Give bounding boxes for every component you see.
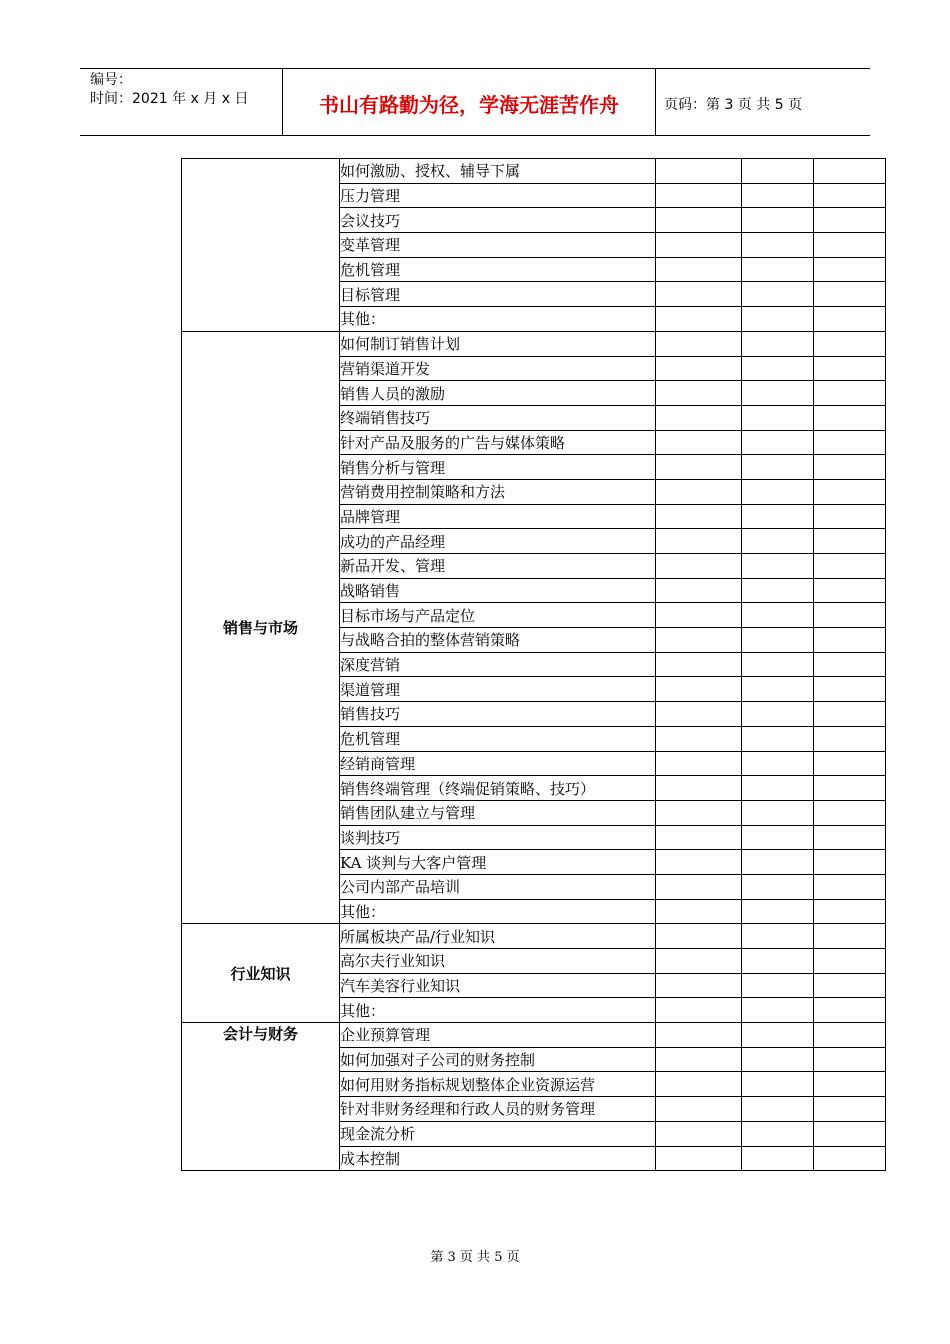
blank-cell[interactable] [656, 405, 742, 430]
blank-cell[interactable] [742, 159, 814, 184]
blank-cell[interactable] [814, 1072, 886, 1097]
blank-cell[interactable] [656, 233, 742, 258]
item-cell: 如何制订销售计划 [340, 331, 656, 356]
blank-cell[interactable] [742, 949, 814, 974]
item-cell: 如何用财务指标规划整体企业资源运营 [340, 1072, 656, 1097]
blank-cell[interactable] [814, 529, 886, 554]
blank-cell[interactable] [814, 504, 886, 529]
blank-cell[interactable] [742, 331, 814, 356]
blank-cell[interactable] [656, 282, 742, 307]
blank-cell[interactable] [742, 677, 814, 702]
blank-cell[interactable] [656, 726, 742, 751]
blank-cell[interactable] [742, 603, 814, 628]
item-cell: 销售人员的激励 [340, 381, 656, 406]
blank-cell[interactable] [656, 430, 742, 455]
item-cell: KA 谈判与大客户管理 [340, 850, 656, 875]
blank-cell[interactable] [656, 381, 742, 406]
blank-cell[interactable] [656, 578, 742, 603]
page-footer: 第 3 页 共 5 页 [430, 1250, 520, 1265]
blank-cell[interactable] [814, 578, 886, 603]
blank-cell[interactable] [656, 874, 742, 899]
blank-cell[interactable] [742, 233, 814, 258]
blank-cell[interactable] [656, 751, 742, 776]
blank-cell[interactable] [742, 257, 814, 282]
item-cell: 汽车美容行业知识 [340, 973, 656, 998]
blank-cell[interactable] [814, 159, 886, 184]
blank-cell[interactable] [656, 504, 742, 529]
category-cell [182, 159, 340, 332]
blank-cell[interactable] [656, 331, 742, 356]
item-cell: 会议技巧 [340, 208, 656, 233]
header-page-info: 页码：第 3 页 共 5 页 [664, 97, 803, 113]
blank-cell[interactable] [656, 257, 742, 282]
item-cell: 战略销售 [340, 578, 656, 603]
blank-cell[interactable] [814, 208, 886, 233]
item-cell: 营销渠道开发 [340, 356, 656, 381]
blank-cell[interactable] [814, 1146, 886, 1171]
item-cell: 品牌管理 [340, 504, 656, 529]
blank-cell[interactable] [814, 307, 886, 332]
item-cell: 所属板块产品/行业知识 [340, 924, 656, 949]
table-row [182, 331, 886, 356]
blank-cell[interactable] [742, 504, 814, 529]
blank-cell[interactable] [656, 356, 742, 381]
blank-cell[interactable] [814, 1097, 886, 1122]
item-cell: 现金流分析 [340, 1121, 656, 1146]
blank-cell[interactable] [742, 628, 814, 653]
blank-cell[interactable] [656, 998, 742, 1023]
blank-cell[interactable] [742, 1023, 814, 1048]
blank-cell[interactable] [742, 208, 814, 233]
blank-cell[interactable] [814, 233, 886, 258]
blank-cell[interactable] [742, 529, 814, 554]
blank-cell[interactable] [814, 455, 886, 480]
blank-cell[interactable] [656, 455, 742, 480]
blank-cell[interactable] [742, 1072, 814, 1097]
blank-cell[interactable] [814, 973, 886, 998]
blank-cell[interactable] [814, 1023, 886, 1048]
item-cell: 危机管理 [340, 257, 656, 282]
blank-cell[interactable] [814, 702, 886, 727]
item-cell: 目标市场与产品定位 [340, 603, 656, 628]
blank-cell[interactable] [742, 1047, 814, 1072]
blank-cell[interactable] [742, 1097, 814, 1122]
item-cell: 公司内部产品培训 [340, 874, 656, 899]
blank-cell[interactable] [742, 800, 814, 825]
blank-cell[interactable] [656, 628, 742, 653]
item-cell: 其他： [340, 307, 656, 332]
blank-cell[interactable] [814, 899, 886, 924]
category-cell: 会计与财务 [182, 1023, 340, 1171]
blank-cell[interactable] [742, 430, 814, 455]
item-cell: 高尔夫行业知识 [340, 949, 656, 974]
time-label: 时间：2021 年 x 月 x 日 [90, 91, 249, 107]
blank-cell[interactable] [656, 825, 742, 850]
item-cell: 其他： [340, 899, 656, 924]
blank-cell[interactable] [814, 998, 886, 1023]
blank-cell[interactable] [814, 949, 886, 974]
item-cell: 谈判技巧 [340, 825, 656, 850]
blank-cell[interactable] [814, 677, 886, 702]
blank-cell[interactable] [814, 825, 886, 850]
blank-cell[interactable] [742, 652, 814, 677]
blank-cell[interactable] [656, 1146, 742, 1171]
blank-cell[interactable] [814, 257, 886, 282]
table-row [182, 924, 886, 949]
item-cell: 营销费用控制策略和方法 [340, 479, 656, 504]
blank-cell[interactable] [742, 356, 814, 381]
item-cell: 危机管理 [340, 726, 656, 751]
blank-cell[interactable] [742, 405, 814, 430]
item-cell: 深度营销 [340, 652, 656, 677]
blank-cell[interactable] [656, 652, 742, 677]
blank-cell[interactable] [742, 479, 814, 504]
item-cell: 经销商管理 [340, 751, 656, 776]
blank-cell[interactable] [656, 800, 742, 825]
blank-cell[interactable] [814, 751, 886, 776]
blank-cell[interactable] [742, 751, 814, 776]
blank-cell[interactable] [656, 183, 742, 208]
blank-cell[interactable] [656, 677, 742, 702]
blank-cell[interactable] [814, 652, 886, 677]
blank-cell[interactable] [814, 628, 886, 653]
blank-cell[interactable] [742, 183, 814, 208]
header-meta [90, 71, 248, 109]
blank-cell[interactable] [742, 776, 814, 801]
blank-cell[interactable] [814, 282, 886, 307]
blank-cell[interactable] [656, 307, 742, 332]
blank-cell[interactable] [742, 998, 814, 1023]
item-cell: 销售技巧 [340, 702, 656, 727]
blank-cell[interactable] [656, 949, 742, 974]
blank-cell[interactable] [742, 554, 814, 579]
code-label: 编号： [90, 72, 132, 88]
blank-cell[interactable] [814, 405, 886, 430]
item-cell: 与战略合拍的整体营销策略 [340, 628, 656, 653]
table-row [182, 159, 886, 184]
item-cell: 销售分析与管理 [340, 455, 656, 480]
blank-cell[interactable] [742, 874, 814, 899]
blank-cell[interactable] [656, 850, 742, 875]
blank-cell[interactable] [656, 159, 742, 184]
blank-cell[interactable] [742, 307, 814, 332]
blank-cell[interactable] [742, 282, 814, 307]
blank-cell[interactable] [656, 603, 742, 628]
blank-cell[interactable] [814, 554, 886, 579]
page-header [80, 68, 870, 136]
category-cell: 销售与市场 [182, 331, 340, 924]
blank-cell[interactable] [742, 702, 814, 727]
item-cell: 企业预算管理 [340, 1023, 656, 1048]
blank-cell[interactable] [742, 899, 814, 924]
item-cell: 针对非财务经理和行政人员的财务管理 [340, 1097, 656, 1122]
item-cell: 渠道管理 [340, 677, 656, 702]
blank-cell[interactable] [742, 924, 814, 949]
item-cell: 终端销售技巧 [340, 405, 656, 430]
blank-cell[interactable] [742, 973, 814, 998]
blank-cell[interactable] [814, 381, 886, 406]
blank-cell[interactable] [814, 1121, 886, 1146]
blank-cell[interactable] [656, 1072, 742, 1097]
blank-cell[interactable] [814, 726, 886, 751]
blank-cell[interactable] [814, 356, 886, 381]
blank-cell[interactable] [814, 1047, 886, 1072]
item-cell: 成功的产品经理 [340, 529, 656, 554]
blank-cell[interactable] [656, 924, 742, 949]
item-cell: 压力管理 [340, 183, 656, 208]
blank-cell[interactable] [814, 331, 886, 356]
blank-cell[interactable] [814, 874, 886, 899]
training-needs-table [181, 158, 886, 1171]
blank-cell[interactable] [656, 208, 742, 233]
item-cell: 目标管理 [340, 282, 656, 307]
blank-cell[interactable] [742, 455, 814, 480]
blank-cell[interactable] [656, 702, 742, 727]
blank-cell[interactable] [814, 479, 886, 504]
blank-cell[interactable] [742, 825, 814, 850]
blank-cell[interactable] [656, 1047, 742, 1072]
header-motto: 书山有路勤为径，学海无涯苦作舟 [319, 93, 619, 117]
blank-cell[interactable] [814, 183, 886, 208]
blank-cell[interactable] [656, 554, 742, 579]
blank-cell[interactable] [656, 776, 742, 801]
blank-cell[interactable] [656, 1121, 742, 1146]
blank-cell[interactable] [814, 850, 886, 875]
blank-cell[interactable] [656, 973, 742, 998]
item-cell: 其他： [340, 998, 656, 1023]
category-cell: 行业知识 [182, 924, 340, 1023]
blank-cell[interactable] [656, 529, 742, 554]
blank-cell[interactable] [742, 578, 814, 603]
table-row [182, 1023, 886, 1048]
item-cell: 如何激励、授权、辅导下属 [340, 159, 656, 184]
item-cell: 成本控制 [340, 1146, 656, 1171]
item-cell: 变革管理 [340, 233, 656, 258]
blank-cell[interactable] [656, 1097, 742, 1122]
table-body [182, 159, 886, 1171]
blank-cell[interactable] [814, 603, 886, 628]
blank-cell[interactable] [814, 776, 886, 801]
item-cell: 销售终端管理（终端促销策略、技巧） [340, 776, 656, 801]
item-cell: 新品开发、管理 [340, 554, 656, 579]
blank-cell[interactable] [742, 381, 814, 406]
blank-cell[interactable] [814, 430, 886, 455]
blank-cell[interactable] [742, 1121, 814, 1146]
blank-cell[interactable] [742, 726, 814, 751]
blank-cell[interactable] [656, 1023, 742, 1048]
item-cell: 针对产品及服务的广告与媒体策略 [340, 430, 656, 455]
blank-cell[interactable] [814, 800, 886, 825]
blank-cell[interactable] [656, 899, 742, 924]
blank-cell[interactable] [656, 479, 742, 504]
blank-cell[interactable] [814, 924, 886, 949]
item-cell: 销售团队建立与管理 [340, 800, 656, 825]
blank-cell[interactable] [742, 1146, 814, 1171]
item-cell: 如何加强对子公司的财务控制 [340, 1047, 656, 1072]
blank-cell[interactable] [742, 850, 814, 875]
